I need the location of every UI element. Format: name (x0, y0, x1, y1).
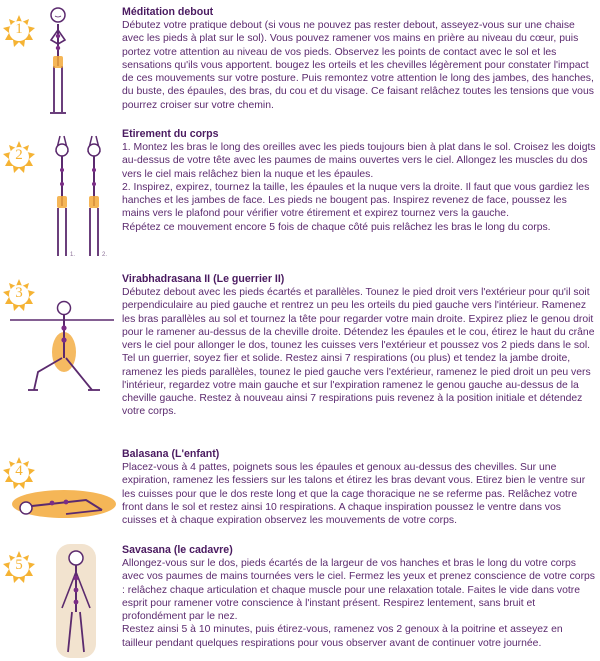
section-text (122, 448, 596, 527)
section-title: Savasana (le cadavre) (122, 544, 233, 556)
section-paragraph: Restez ainsi 5 à 10 minutes, puis étirez-vous, ramenez vos 2 genoux à la poitrine et asseyez en tailleur pendant quelques respirations pour vous observer avant de continuer votre journée. (122, 624, 563, 649)
section-title: Méditation debout (122, 6, 214, 18)
section-enfant (0, 444, 600, 536)
section-etirement (0, 126, 600, 268)
standing-meditation-figure-icon (40, 4, 76, 118)
child-pose-figure-icon (6, 486, 118, 522)
step-number: 1 (15, 21, 23, 37)
section-paragraph: Débutez debout avec les pieds écartés et parallèles. Tounez le pied droit vers l'extérieur pour qu'il soit perpendiculaire au pied gauche et rentrez un peu les orteils du pied gauche vers l'intérieur. Ramenez les bras parallèles au sol et tournez la tête pour regarder votre main droite. Expirez pliez le genou droit pour le ramener au-dessus de la cheville droite. Détendez les épaules et le cou, étirez le haut du crâne vers le ciel pour allonger le dos, tounez les cuisses vers l'extérieur et poussez vos 2 pieds dans le sol. Tel un guerrier, soyez fier et solide. Restez ainsi 7 respirations (ou plus) et tendez la jambe droite, ramenez les pieds parallèles, tounez le pied gauche vers l'extérieur, ramenez le pied droit un peu vers l'intérieur, regardez votre main gauche et sur l'expiration ramenez le genou gauche au-dessus de la cheville gauche. Restez à nouveau ainsi 7 respirations puis revenez à la position initiale et détendez votre corps. (122, 287, 595, 418)
step-badge (2, 456, 36, 490)
section-title: Etirement du corps (122, 128, 219, 140)
section-paragraph: Répétez ce mouvement encore 5 fois de chaque côté puis relâchez les bras le long du corps. (122, 221, 551, 233)
section-guerrier (0, 270, 600, 440)
section-paragraph: 2. Inspirez, expirez, tournez la taille, les épaules et la nuque vers la droite. Il faut que vous gardiez les hanches et les jambes de face. Les pieds ne bougent pas. Inspirez revenez de face, poussez les mains vers le plafond pour vérifier votre étirement et expirez tournez vers la gauche. (122, 181, 590, 220)
section-text (122, 544, 596, 650)
section-paragraph: 1. Montez les bras le long des oreilles avec les pieds toujours bien à plat dans le sol. Croisez les doigts au-dessus de votre tête avec les paumes de mains ouvertes vers le ciel. Allongez les muscles du dos vers le ciel mais relâchez bien la nuque et les épaules. (122, 142, 596, 180)
section-text (122, 273, 596, 419)
step-number: 2 (15, 147, 23, 163)
figure-label: 1. (70, 252, 76, 258)
figure-label: 2. (102, 252, 108, 258)
section-paragraph: Débutez votre pratique debout (si vous ne pouvez pas rester debout, asseyez-vous sur une chaise avec les pieds à plat sur le sol). Vous pouvez ramener vos mains en prière au niveau du cœur, puis portez votre attention au niveau de vos pieds. Observez les points de contact avec le sol et les sensations qu'ils vous apportent. bougez les orteils et les chevilles légèrement pour constater l'impact de ces mouvements sur votre posture. Puis remontez votre attention le long des jambes, des hanches, du buste, des épaules, des bras, du cou et du visage. Ce faisant relâchez toutes les tensions que vous pourrez croiser sur votre chemin. (122, 20, 594, 111)
section-title: Balasana (L'enfant) (122, 448, 220, 460)
step-number: 3 (15, 285, 23, 301)
section-text (122, 6, 596, 112)
section-paragraph: Placez-vous à 4 pattes, poignets sous les épaules et genoux au-dessus des chevilles. Sur une expiration, ramenez les fessiers sur les talons et étirez les bras devant vous. Etirez bien le ventre sur les cuisses pour que le dos reste long et que la cage thoracique ne se referme pas. Relâchez votre front dans le sol et restez ainsi 10 respirations. A chaque inspiration poussez le ventre dans vos cuisses et à chaque expiration observez les mouvements de votre corps. (122, 462, 586, 526)
corpse-pose-figure-icon (48, 542, 104, 660)
step-badge (2, 14, 36, 48)
section-meditation (0, 0, 600, 122)
section-paragraph: Allongez-vous sur le dos, pieds écartés de la largeur de vos hanches et bras le long du votre corps avec vos paumes de mains tournées vers le ciel. Fermez les yeux et prenez conscience de votre corps : relâchez chaque articulation et chaque muscle pour une relaxation totale. Faites le vide dans votre esprit pour ramener votre conscience à l'instant présent. Respirez lentement, sans bruit et profondément par le nez. (122, 558, 595, 622)
step-number: 4 (15, 463, 23, 479)
section-cadavre (0, 540, 600, 661)
section-text (122, 128, 596, 234)
section-title: Virabhadrasana II (Le guerrier II) (122, 273, 285, 285)
warrior-pose-figure-icon (4, 294, 120, 394)
step-badge (2, 140, 36, 174)
step-badge (2, 550, 36, 584)
stretching-figure-icon (42, 130, 112, 264)
step-number: 5 (15, 557, 23, 573)
